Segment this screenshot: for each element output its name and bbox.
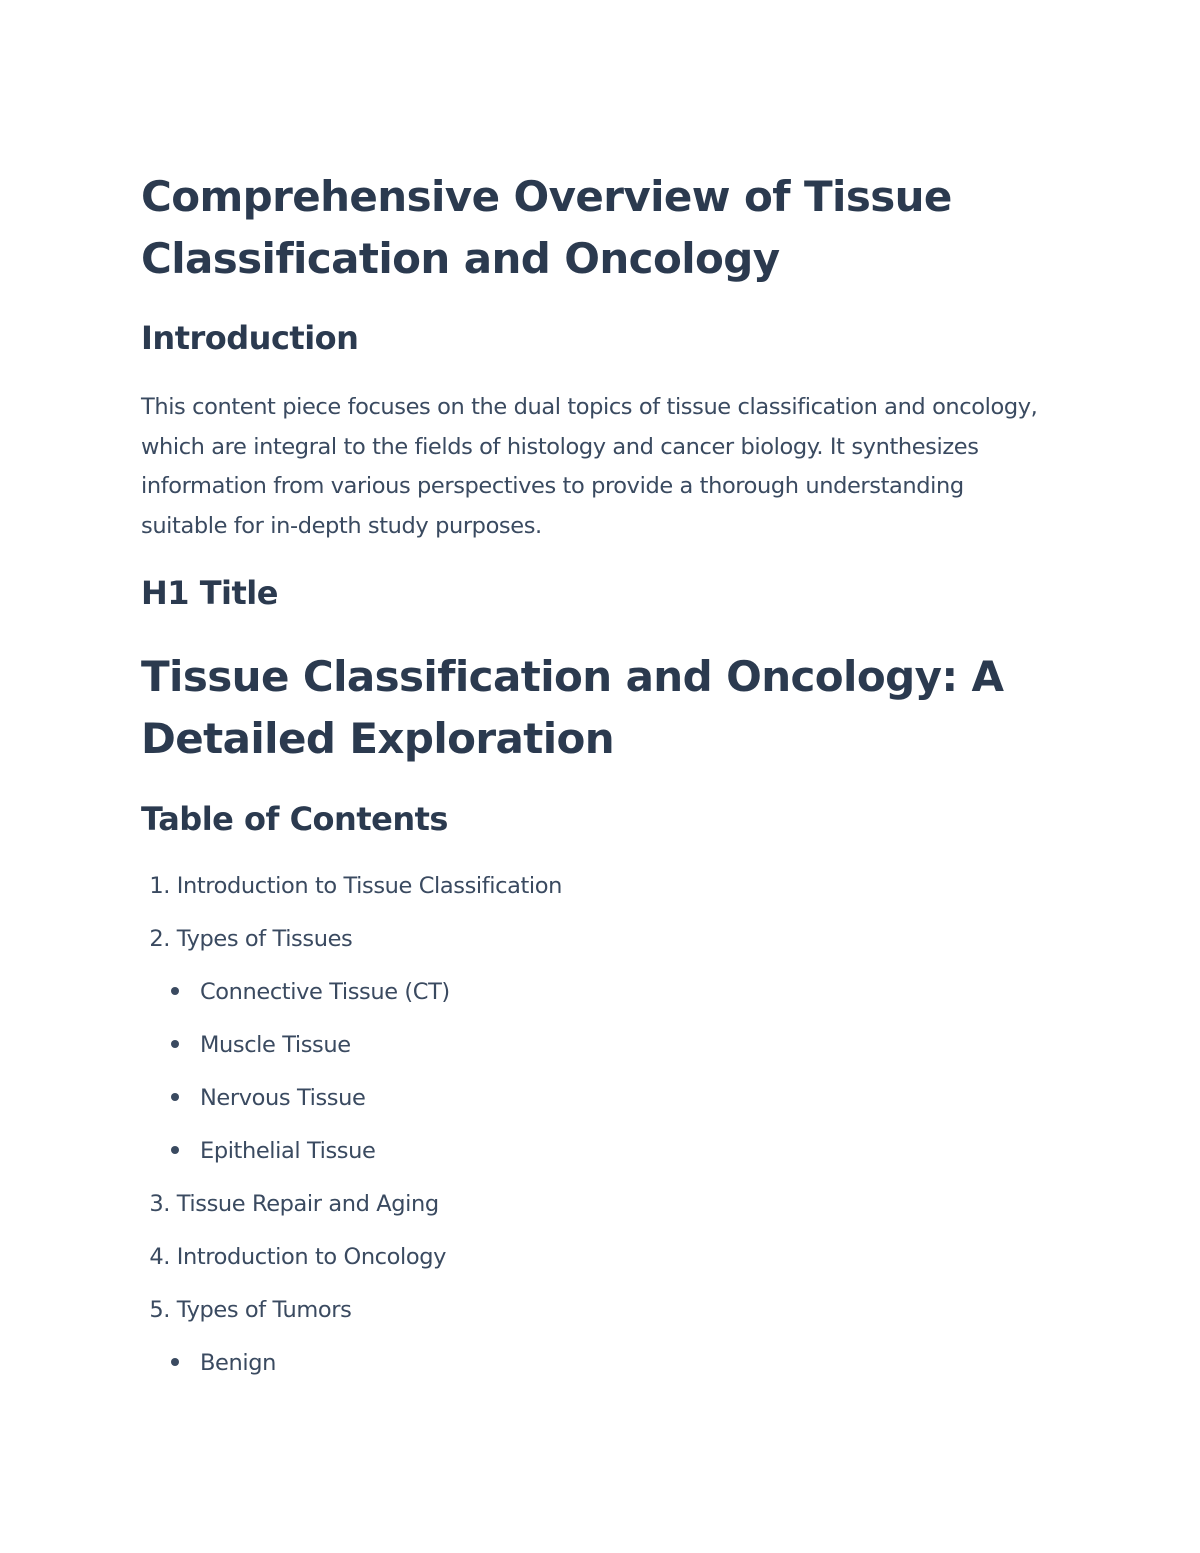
- toc-subitem-epithelial: [171, 1136, 375, 1166]
- toc-item-1: [141, 871, 562, 901]
- toc-item-number: 1.: [149, 873, 170, 899]
- toc-item-label: Types of Tissues: [176, 926, 353, 952]
- toc-item-number: 5.: [149, 1297, 170, 1323]
- toc-heading: Table of Contents: [141, 800, 448, 838]
- toc-subitem-label: Connective Tissue (CT): [200, 979, 450, 1005]
- toc-subitem-benign: [171, 1348, 276, 1378]
- h1-title-label: H1 Title: [141, 574, 278, 612]
- toc-item-label: Types of Tumors: [176, 1297, 352, 1323]
- toc-subitem-label: Benign: [200, 1350, 276, 1376]
- toc-subitem-nervous: [171, 1083, 365, 1113]
- toc-item-4: [141, 1242, 446, 1272]
- toc-subitem-connective: [171, 977, 450, 1007]
- bullet-icon: [171, 1040, 179, 1048]
- toc-item-label: Introduction to Oncology: [176, 1244, 447, 1270]
- toc-item-number: 4.: [149, 1244, 170, 1270]
- bullet-icon: [171, 1093, 179, 1101]
- bullet-icon: [171, 987, 179, 995]
- document-title: Comprehensive Overview of Tissue Classification and Oncology: [141, 172, 952, 283]
- introduction-paragraph: This content piece focuses on the dual topics of tissue classification and oncology, which are integral to the fields of histology and cancer biology. It synthesizes information from various perspectives to provide a thorough understanding suitable for in-depth study purposes.: [141, 394, 1038, 539]
- toc-subitem-label: Epithelial Tissue: [200, 1138, 376, 1164]
- toc-item-5: [141, 1295, 351, 1325]
- toc-item-label: Tissue Repair and Aging: [176, 1191, 439, 1217]
- toc-item-2: [141, 924, 352, 954]
- toc-subitem-label: Muscle Tissue: [200, 1032, 351, 1058]
- toc-subitem-muscle: [171, 1030, 351, 1060]
- toc-item-label: Introduction to Tissue Classification: [176, 873, 562, 899]
- bullet-icon: [171, 1358, 179, 1366]
- h1-title: Tissue Classification and Oncology: A Detailed Exploration: [141, 652, 1004, 763]
- toc-item-number: 3.: [149, 1191, 170, 1217]
- toc-subitem-label: Nervous Tissue: [200, 1085, 366, 1111]
- toc-item-number: 2.: [149, 926, 170, 952]
- introduction-heading: Introduction: [141, 319, 359, 357]
- toc-item-3: [141, 1189, 439, 1219]
- bullet-icon: [171, 1146, 179, 1154]
